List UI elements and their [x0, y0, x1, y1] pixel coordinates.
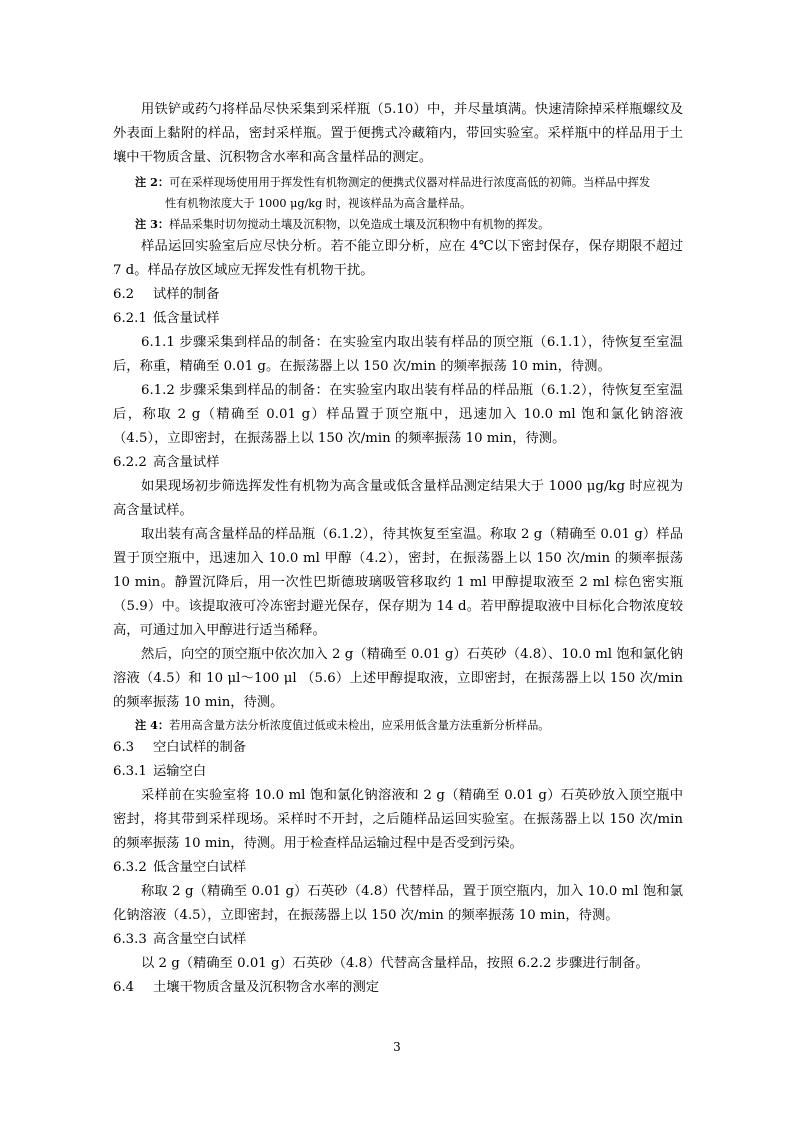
page-number: 3 [393, 1040, 401, 1054]
heading-6-2-2-title: 高含量试样 [153, 455, 220, 470]
paragraph-6-3-2: 称取 2 g（精确至 0.01 g）石英砂（4.8）代替样品，置于顶空瓶内，加入 10.0 ml 饱和氯化钠溶液（4.5），立即密封，在振荡器上以 150 次/min 的频率振荡 10 min，待测。 [113, 884, 683, 923]
heading-6-2-1 [113, 307, 683, 331]
note-3-text: 样品采集时切勿搅动土壤及沉积物，以免造成土壤及沉积物中有机物的挥发。 [169, 218, 550, 231]
paragraph-transport: 样品运回实验室后应尽快分析。若不能立即分析，应在 4℃以下密封保存，保存期限不超过 7 d。样品存放区域应无挥发性有机物干扰。 [113, 239, 683, 278]
heading-6-4-title: 土壤干物质含量及沉积物含水率的测定 [153, 980, 380, 995]
note-4-text: 若用高含量方法分析浓度值过低或未检出，应采用低含量方法重新分析样品。 [169, 719, 550, 732]
heading-6-2-1-num: 6.2.1 [113, 311, 147, 326]
paragraph-6-3-1: 采样前在实验室将 10.0 ml 饱和氯化钠溶液和 2 g（精确至 0.01 g）石英砂放入顶空瓶中密封，将其带到采样现场。采样时不开封，之后随样品运回实验室。在振荡器上以 150 次/min 的频率振荡 10 min，待测。用于检查样品运输过程中是否受到污染。 [113, 788, 683, 851]
heading-6-3-1 [113, 760, 683, 784]
heading-6-3-1-num: 6.3.1 [113, 764, 147, 779]
note-2 [135, 172, 683, 193]
note-3-label: 注 3： [135, 217, 170, 231]
heading-6-3-title: 空白试样的制备 [153, 740, 247, 755]
note-2-line1: 可在采样现场使用用于挥发性有机物测定的便携式仪器对样品进行浓度高低的初筛。当样品中挥发 [169, 176, 651, 189]
paragraph-6-3-3: 以 2 g（精确至 0.01 g）石英砂（4.8）代替高含量样品，按照 6.2.2 步骤进行制备。 [141, 956, 649, 971]
heading-6-2-2-num: 6.2.2 [113, 455, 147, 470]
heading-6-2-title: 试样的制备 [153, 287, 220, 302]
heading-6-4-num: 6.4 [113, 980, 135, 995]
heading-6-2-1-title: 低含量试样 [153, 311, 220, 326]
page-body [113, 98, 683, 1000]
heading-6-3-2 [113, 856, 683, 880]
heading-6-2-2 [113, 451, 683, 475]
paragraph-6-2-2-c: 然后，向空的顶空瓶中依次加入 2 g（精确至 0.01 g）石英砂（4.8）、10.0 ml 饱和氯化钠溶液（4.5）和 10 μl～100 μl （5.6）上述甲醇提取液，立即密封，在振荡器上以 150 次/min 的频率振荡 10 min，待测。 [113, 647, 683, 710]
paragraph-6-2-1-b: 6.1.2 步骤采集到样品的制备：在实验室内取出装有样品的样品瓶（6.1.2），待恢复至室温后，称取 2 g（精确至 0.01 g）样品置于顶空瓶中，迅速加入 10.0 ml 饱和氯化钠溶液（4.5），立即密封，在振荡器上以 150 次/min 的频率振荡 10 min，待测。 [113, 383, 683, 446]
paragraph-6-2-1-a: 6.1.1 步骤采集到样品的制备：在实验室内取出装有样品的顶空瓶（6.1.1），待恢复至室温后，称重，精确至 0.01 g。在振荡器上以 150 次/min 的频率振荡 10 min，待测。 [113, 335, 683, 374]
note-2-label: 注 2： [135, 175, 170, 189]
paragraph-6-2-2-a: 如果现场初步筛选挥发性有机物为高含量或低含量样品测定结果大于 1000 μg/kg 时应视为高含量试样。 [113, 479, 683, 518]
paragraph-sampling: 用铁铲或药勺将样品尽快采集到采样瓶（5.10）中，并尽量填满。快速清除掉采样瓶螺纹及外表面上黏附的样品，密封采样瓶。置于便携式冷藏箱内，带回实验室。采样瓶中的样品用于土壤中干物质含量、沉积物含水率和高含量样品的测定。 [113, 102, 683, 165]
heading-6-3-3-num: 6.3.3 [113, 932, 147, 947]
heading-6-4 [113, 976, 683, 1000]
heading-6-3-2-num: 6.3.2 [113, 860, 147, 875]
heading-6-2-num: 6.2 [113, 287, 135, 302]
heading-6-3-num: 6.3 [113, 740, 135, 755]
heading-6-2 [113, 283, 683, 307]
note-4-label: 注 4： [135, 718, 170, 732]
heading-6-3 [113, 736, 683, 760]
paragraph-6-2-2-b: 取出装有高含量样品的样品瓶（6.1.2），待其恢复至室温。称取 2 g（精确至 0.01 g）样品置于顶空瓶中，迅速加入 10.0 ml 甲醇（4.2），密封，在振荡器上以 150 次/min 的频率振荡 10 min。静置沉降后，用一次性巴斯德玻璃吸管移取约 1 ml 甲醇提取液至 2 ml 棕色密实瓶（5.9）中。该提取液可冷冻密封避光保存，保存期为 14 d。若甲醇提取液中目标化合物浓度较高，可通过加入甲醇进行适当稀释。 [113, 527, 683, 638]
heading-6-3-2-title: 低含量空白试样 [153, 860, 247, 875]
heading-6-3-3-title: 高含量空白试样 [153, 932, 247, 947]
heading-6-3-1-title: 运输空白 [153, 764, 207, 779]
note-2-line2: 性有机物浓度大于 1000 μg/kg 时，视该样品为高含量样品。 [165, 197, 472, 210]
note-3 [135, 214, 683, 235]
note-4 [135, 715, 683, 736]
heading-6-3-3 [113, 928, 683, 952]
